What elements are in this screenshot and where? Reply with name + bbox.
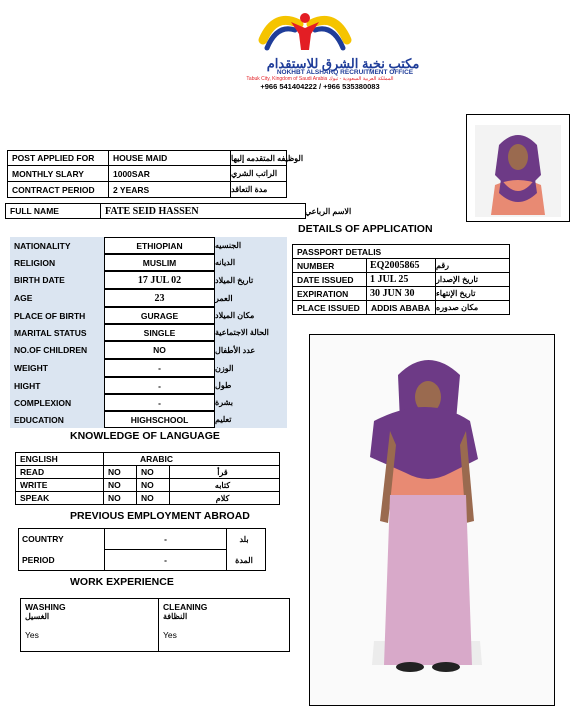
- read-label-ar: قرأ: [169, 465, 280, 479]
- full-name-label-ar: الاسم الرباعي: [305, 206, 352, 216]
- write-label-ar: كتابه: [169, 478, 280, 492]
- period-value: -: [104, 549, 227, 571]
- place-issued-value: ADDIS ABABA: [366, 300, 436, 315]
- birth-date-value: 17 JUL 02: [104, 271, 215, 289]
- speak-english: NO: [103, 491, 137, 505]
- nationality-label: NATIONALITY: [10, 237, 104, 254]
- weight-label: WEIGHT: [10, 359, 104, 377]
- date-issued-label-ar: تاريخ الإصدار: [435, 272, 510, 287]
- washing-title: WASHING: [25, 602, 66, 612]
- passport-title: PASSPORT DETALIS: [292, 244, 510, 259]
- monthly-salary-label: MONTHLY SLARY: [7, 165, 109, 182]
- speak-arabic: NO: [136, 491, 170, 505]
- contract-period-value: 2 YEARS: [108, 181, 231, 198]
- marital-status-label-ar: الحالة الاجتماعية: [215, 324, 287, 341]
- children-label: NO.OF CHILDREN: [10, 341, 104, 359]
- cleaning-title: CLEANING: [163, 602, 208, 612]
- education-label-ar: تعليم: [215, 411, 287, 428]
- contract-period-label-ar: مدة التعاقد: [230, 181, 287, 198]
- washing-cell: [20, 598, 159, 652]
- expiration-label: EXPIRATION: [292, 286, 367, 301]
- country-value: -: [104, 528, 227, 550]
- write-label: WRITE: [15, 478, 104, 492]
- date-issued-label: DATE ISSUED: [292, 272, 367, 287]
- washing-value: Yes: [25, 630, 39, 640]
- details-of-application-title: DETAILS OF APPLICATION: [298, 223, 433, 235]
- read-arabic: NO: [136, 465, 170, 479]
- place-issued-label: PLACE ISSUED: [292, 300, 367, 315]
- religion-value: MUSLIM: [104, 254, 215, 271]
- write-english: NO: [103, 478, 137, 492]
- company-name-ar: مكتب نخبة الشرق للاستقدام: [266, 56, 420, 71]
- age-label: AGE: [10, 289, 104, 307]
- weight-value: -: [104, 359, 215, 377]
- company-phones: +966 541404222 / +966 535380083: [260, 82, 380, 91]
- employment-title: PREVIOUS EMPLOYMENT ABROAD: [70, 510, 250, 522]
- post-applied-label: POST APPLIED FOR: [7, 150, 109, 166]
- nationality-label-ar: الجنسيه: [215, 237, 287, 254]
- cleaning-title-ar: النظافة: [163, 612, 188, 621]
- post-applied-value: HOUSE MAID: [108, 150, 231, 166]
- speak-label-ar: كلام: [169, 491, 280, 505]
- passport-number-label-ar: رقم: [435, 258, 510, 273]
- period-label: PERIOD: [22, 555, 55, 565]
- monthly-salary-value: 1000SAR: [108, 165, 231, 182]
- expiration-label-ar: تاريخ الإنتهاء: [435, 286, 510, 301]
- religion-label: RELIGION: [10, 254, 104, 271]
- employment-frame: [18, 528, 266, 571]
- country-label-ar: بلد: [239, 534, 249, 544]
- children-value: NO: [104, 341, 215, 359]
- country-label: COUNTRY: [22, 534, 64, 544]
- passport-number-value: EQ2005865: [366, 258, 436, 273]
- marital-status-label: MARITAL STATUS: [10, 324, 104, 341]
- cleaning-cell: [158, 598, 290, 652]
- period-label-ar: المدة: [235, 555, 253, 565]
- height-label-ar: طول: [215, 377, 287, 394]
- company-name-en: NOKHBT ALSHARQ RECRUITMENT OFFICE: [276, 69, 414, 76]
- place-of-birth-label-ar: مكان الميلاد: [215, 307, 287, 324]
- applicant-full-body-photo: [309, 334, 555, 706]
- age-value: 23: [104, 289, 215, 307]
- weight-label-ar: الوزن: [215, 359, 287, 377]
- place-of-birth-label: PLACE OF BIRTH: [10, 307, 104, 324]
- language-col-arabic: ARABIC: [103, 452, 280, 466]
- education-value: HIGHSCHOOL: [104, 411, 215, 428]
- nationality-value: ETHIOPIAN: [104, 237, 215, 254]
- birth-date-label: BIRTH DATE: [10, 271, 104, 289]
- complexion-label: COMPLEXION: [10, 394, 104, 411]
- company-address: Tabuk City, Kingdom of Saudi Arabia المملكة العربية السعودية - تبوك: [246, 76, 394, 82]
- height-value: -: [104, 377, 215, 394]
- place-of-birth-value: GURAGE: [104, 307, 215, 324]
- washing-title-ar: الغسيل: [25, 612, 50, 621]
- full-name-value: FATE SEID HASSEN: [100, 203, 306, 219]
- post-applied-label-ar: الوظيفه المتقدمه إليها: [230, 150, 287, 166]
- read-label: READ: [15, 465, 104, 479]
- full-name-label: FULL NAME: [5, 203, 101, 219]
- language-col-english: ENGLISH: [15, 452, 104, 466]
- write-arabic: NO: [136, 478, 170, 492]
- work-experience-title: WORK EXPERIENCE: [70, 576, 174, 588]
- company-logo: [255, 4, 355, 60]
- age-label-ar: العمر: [215, 289, 287, 307]
- read-english: NO: [103, 465, 137, 479]
- date-issued-value: 1 JUL 25: [366, 272, 436, 287]
- monthly-salary-label-ar: الراتب الشري: [230, 165, 287, 182]
- education-label: EDUCATION: [10, 411, 104, 428]
- birth-date-label-ar: تاريخ الميلاد: [215, 271, 287, 289]
- marital-status-value: SINGLE: [104, 324, 215, 341]
- passport-number-label: NUMBER: [292, 258, 367, 273]
- cleaning-value: Yes: [163, 630, 177, 640]
- height-label: HIGHT: [10, 377, 104, 394]
- expiration-value: 30 JUN 30: [366, 286, 436, 301]
- children-label-ar: عدد الأطفال: [215, 341, 287, 359]
- speak-label: SPEAK: [15, 491, 104, 505]
- religion-label-ar: الديانه: [215, 254, 287, 271]
- language-title: KNOWLEDGE OF LANGUAGE: [70, 430, 220, 442]
- complexion-label-ar: بشرة: [215, 394, 287, 411]
- applicant-portrait-photo: [466, 114, 570, 222]
- place-issued-label-ar: مكان صدوره: [435, 300, 510, 315]
- complexion-value: -: [104, 394, 215, 411]
- contract-period-label: CONTRACT PERIOD: [7, 181, 109, 198]
